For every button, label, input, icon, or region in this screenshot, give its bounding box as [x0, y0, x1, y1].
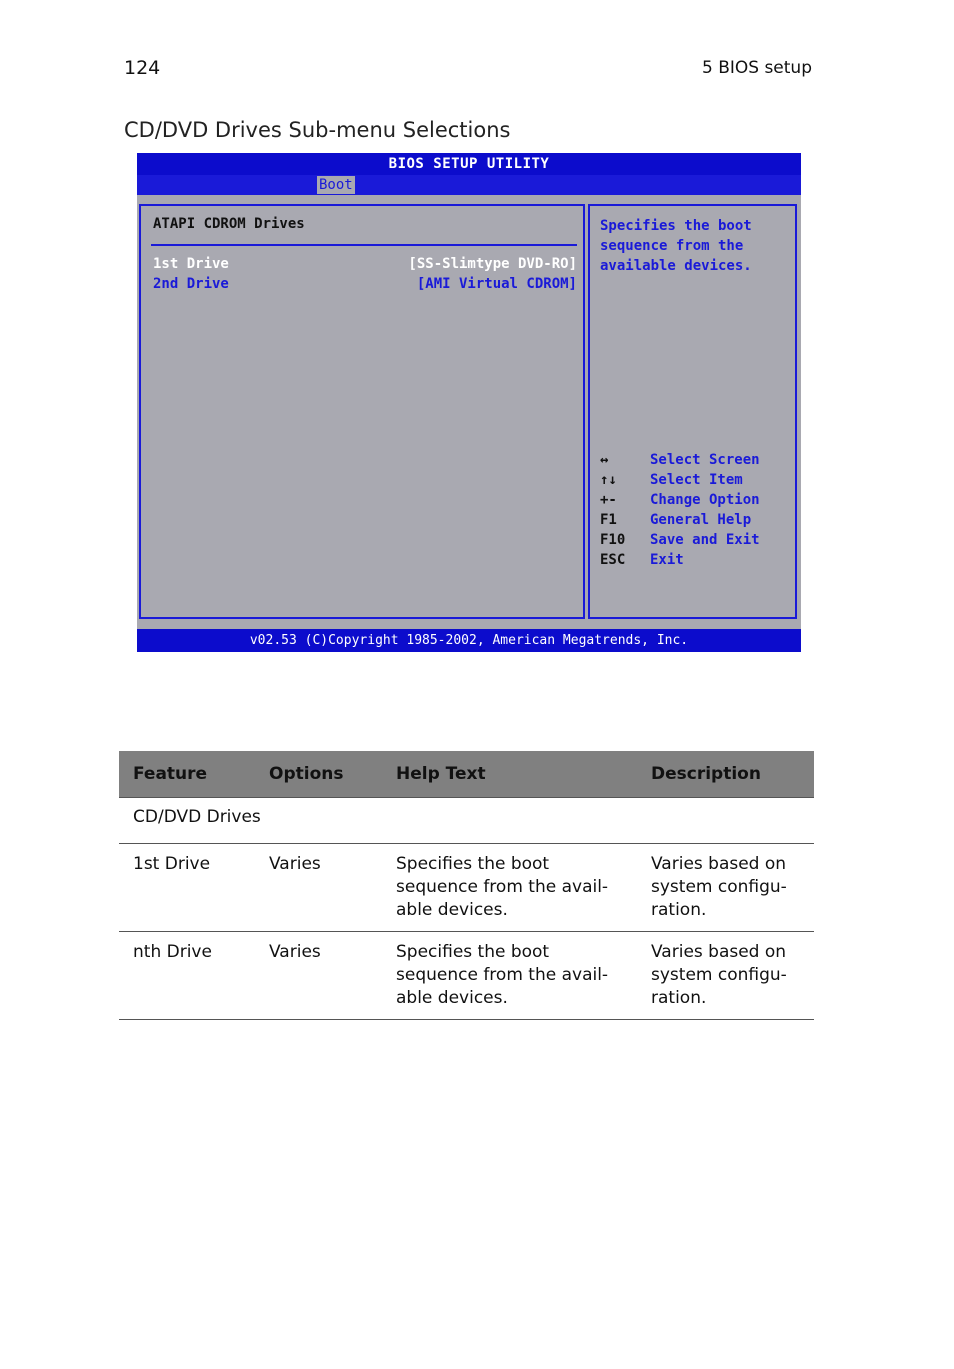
bios-panel-title: ATAPI CDROM Drives [153, 216, 305, 232]
key-f10: F10 [600, 532, 626, 548]
running-head: 5 BIOS setup [701, 58, 812, 78]
bios-copyright-footer: v02.53 (C)Copyright 1985-2002, American Megatrends, Inc. [137, 629, 801, 652]
cell-line: Specifies the boot [396, 942, 550, 962]
group-label: CD/DVD Drives [119, 798, 814, 844]
cell-options: Varies [255, 844, 382, 932]
cell-line: sequence from the avail- [396, 965, 609, 985]
bios-item-value: [AMI Virtual CDROM] [416, 276, 577, 292]
key-description: Change Option [650, 492, 760, 508]
help-line: Specifies the boot [600, 218, 752, 234]
bios-divider [151, 244, 577, 246]
cell-line: ration. [651, 988, 707, 1008]
key-description: Exit [650, 552, 684, 568]
cell-description [637, 844, 814, 932]
cell-line: Varies based on [651, 854, 787, 874]
bios-item-value: [SS-Slimtype DVD-RO] [408, 256, 577, 272]
cell-options: Varies [255, 932, 382, 1020]
key-esc: ESC [600, 552, 626, 568]
key-plus-minus: +- [600, 492, 617, 508]
header-help-text: Help Text [382, 751, 637, 798]
bios-item-label: 1st Drive [153, 256, 229, 272]
table-row [119, 932, 814, 1020]
cell-line: system configu- [651, 877, 787, 897]
key-description: Select Screen [650, 452, 760, 468]
cell-line: ration. [651, 900, 707, 920]
bios-item-2nd-drive[interactable] [153, 276, 577, 296]
bios-help-panel [588, 204, 797, 619]
cell-line: sequence from the avail- [396, 877, 609, 897]
cell-description [637, 932, 814, 1020]
bios-menu-boot[interactable]: Boot [319, 177, 353, 193]
help-line: available devices. [600, 258, 752, 274]
bios-item-label: 2nd Drive [153, 276, 229, 292]
key-f1: F1 [600, 512, 617, 528]
feature-table [119, 751, 814, 1020]
cell-line: able devices. [396, 900, 508, 920]
bios-title-bar: BIOS SETUP UTILITY [137, 153, 801, 175]
bios-help-text [600, 216, 790, 276]
table-row [119, 844, 814, 932]
table-header-row [119, 751, 814, 798]
cell-help-text [382, 932, 637, 1020]
header-options: Options [255, 751, 382, 798]
cell-feature: 1st Drive [119, 844, 255, 932]
cell-help-text [382, 844, 637, 932]
arrows-up-down-icon: ↑↓ [600, 472, 617, 488]
cell-line: Specifies the boot [396, 854, 550, 874]
key-description: Select Item [650, 472, 743, 488]
bios-item-1st-drive[interactable] [153, 256, 577, 276]
header-feature: Feature [119, 751, 255, 798]
key-description: General Help [650, 512, 752, 528]
cell-feature: nth Drive [119, 932, 255, 1020]
page-number: 124 [124, 57, 161, 79]
arrows-left-right-icon: ↔ [600, 452, 609, 468]
header-description: Description [637, 751, 814, 798]
table-group-row [119, 798, 814, 844]
key-description: Save and Exit [650, 532, 760, 548]
cell-line: Varies based on [651, 942, 787, 962]
bios-menu-bar [137, 175, 801, 195]
cell-line: system configu- [651, 965, 787, 985]
section-title: CD/DVD Drives Sub-menu Selections [124, 118, 511, 142]
cell-line: able devices. [396, 988, 508, 1008]
help-line: sequence from the [600, 238, 744, 254]
bios-screenshot [137, 153, 801, 652]
bios-main-panel [139, 204, 585, 619]
